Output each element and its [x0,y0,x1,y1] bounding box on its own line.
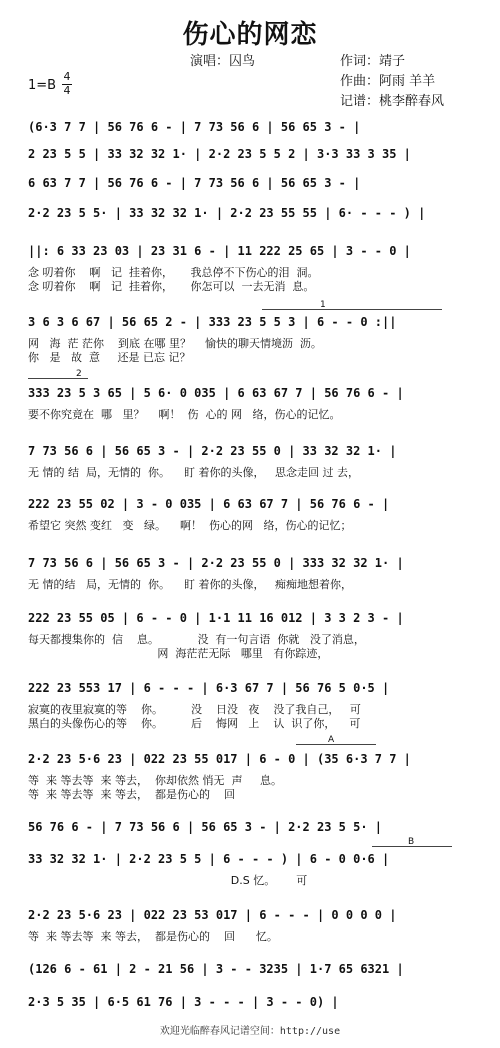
lyric-line: 黑白的头像伤心的等 你。 后 悔网 上 认 识了你， 可 [28,717,361,730]
notation-line: 2 23 5 5 | 33 32 32 1· | 2·2 23 5 5 2 | 3·3 33 3 35 | [28,147,411,161]
singer-credit: 演唱：囚鸟 [190,54,256,69]
notation-line: 6 63 7 7 | 56 76 6 - | 7 73 56 6 | 56 65 3 - | [28,176,361,190]
lyric-line: 网 海 茫 茫你 到底 在哪 里？ 愉快的聊天情境沥 沥。 [28,337,322,350]
lyric-line: 等 来 等去等 来 等去， 都是伤心的 回 忆。 [28,930,278,943]
notation-line: 333 23 5 3 65 | 5 6· 0 035 | 6 63 67 7 | 56 76 6 - | [28,386,404,400]
lyric-line: 念 叨着你 啊 记 挂着你， 你怎可以 一去无消 息。 [28,280,315,293]
notation-line: 56 76 6 - | 7 73 56 6 | 56 65 3 - | 2·2 23 5 5· | [28,820,383,834]
song-title: 伤心的网恋 [182,20,318,50]
notation-line: 2·2 23 5·6 23 | 022 23 55 017 | 6 - 0 | (35 6·3 7 7 | [28,752,411,766]
lyric-line: 等 来 等去等 来 等去， 都是伤心的 回 [28,788,235,801]
lyric-line: 寂寞的夜里寂寞的等 你。 没 日没 夜 没了我自己， 可 [28,703,361,716]
ending-number-1: 1 [320,300,326,310]
notation-line: 7 73 56 6 | 56 65 3 - | 2·2 23 55 0 | 333 32 32 1· | [28,556,404,570]
ending-bracket-1 [262,309,442,310]
time-signature-denominator: 4 [63,84,71,97]
lyric-line: 无 情的结 局，无情的 你。 盯 着你的头像， 痴痴地想着你， [28,578,352,591]
composer-credit: 作曲：阿雨 羊羊 [340,74,436,89]
lyric-line: D.S 忆。 可 [28,874,308,887]
notation-line: ||: 6 33 23 03 | 23 31 6 - | 11 222 25 65 | 3 - - 0 | [28,244,411,258]
lyric-line: 等 来 等去等 来 等去， 你却依然 悄无 声 息。 [28,774,282,787]
notation-line: 222 23 553 17 | 6 - - - | 6·3 67 7 | 56 76 5 0·5 | [28,681,390,695]
lyric-line: 每天都搜集你的 信 息。 没 有一句言语 你就 没了消息， [28,633,365,646]
lyric-line: 你 是 故 意 还是 已忘 记？ [28,351,191,364]
lyric-line: 无 情的 结 局，无情的 你。 盯 着你的头像， 思念走回 过 去， [28,466,359,479]
section-a-label: A [328,735,335,745]
time-signature-numerator: 4 [63,70,71,83]
notation-line: 33 32 32 1· | 2·2 23 5 5 | 6 - - - ) | 6 - 0 0·6 | [28,852,390,866]
section-b-label: B [408,837,415,847]
ending-number-2: 2 [76,369,82,379]
notation-line: 222 23 55 05 | 6 - - 0 | 1·1 11 16 012 | 3 3 2 3 - | [28,611,404,625]
notation-line: 7 73 56 6 | 56 65 3 - | 2·2 23 55 0 | 33 32 32 1· | [28,444,397,458]
lyric-line: 希望它 突然 变红 变 绿。 啊！ 伤心的网 络，伤心的记忆； [28,519,352,532]
notation-line: (6·3 7 7 | 56 76 6 - | 7 73 56 6 | 56 65 3 - | [28,120,361,134]
section-a-line [296,744,376,745]
key-signature: 1=B [28,78,57,93]
notation-line: 2·2 23 5 5· | 33 32 32 1· | 2·2 23 55 55 | 6· - - - ) | [28,206,426,220]
footer-text: 欢迎光临醉春风记谱空间：http://use [159,1026,341,1037]
notation-line: 2·3 5 35 | 6·5 61 76 | 3 - - - | 3 - - 0) | [28,995,339,1009]
notation-line: 2·2 23 5·6 23 | 022 23 53 017 | 6 - - - | 0 0 0 0 | [28,908,397,922]
notation-line: 222 23 55 02 | 3 - 0 035 | 6 63 67 7 | 56 76 6 - | [28,497,390,511]
notation-line: (126 6 - 61 | 2 - 21 56 | 3 - - 3235 | 1·7 65 6321 | [28,962,404,976]
lyric-line: 网 海茫茫无际 哪里 有你踪迹， [28,647,329,660]
transcriber-credit: 记谱：桃李醉春风 [340,94,445,109]
notation-line: 3 6 3 6 67 | 56 65 2 - | 333 23 5 5 3 | 6 - - 0 :|| [28,315,397,329]
lyric-line: 念 叨着你 啊 记 挂着你， 我总停不下伤心的泪 洞。 [28,266,319,279]
lyricist-credit: 作词：靖子 [340,54,406,69]
lyric-line: 要不你究竟在 哪 里？ 啊！ 伤 心的 网 络，伤心的记忆。 [28,408,341,421]
